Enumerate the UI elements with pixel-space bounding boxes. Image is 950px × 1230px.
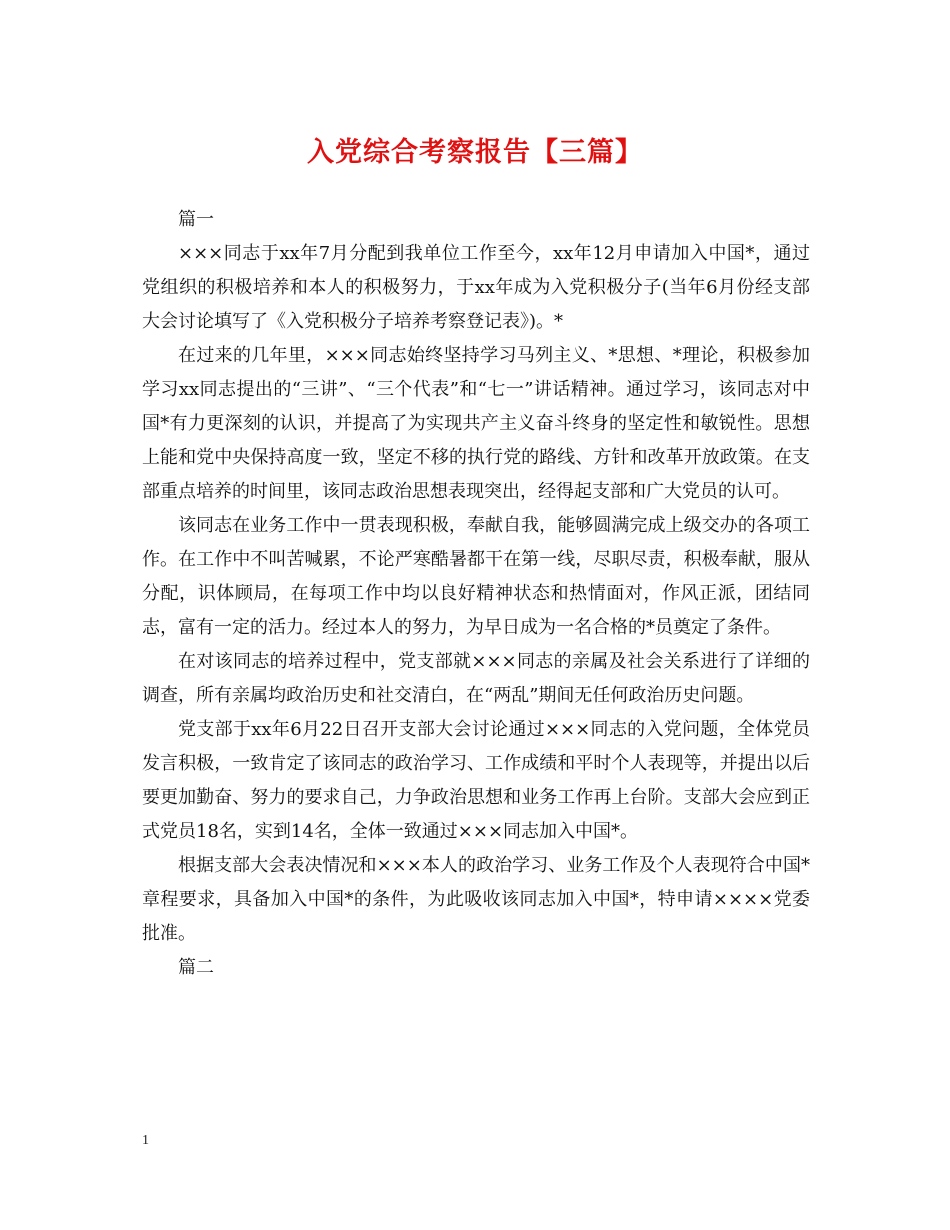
paragraph: 在对该同志的培养过程中，党支部就×××同志的亲属及社会关系进行了详细的调查，所有亲属均政治历史和社交清白，在“两乱”期间无任何政治历史问题。 — [142, 651, 810, 706]
paragraph: 根据支部大会表决情况和×××本人的政治学习、业务工作及个人表现符合中国*章程要求，具备加入中国*的条件，为此吸收该同志加入中国*，特申请××××党委批准。 — [142, 855, 810, 944]
section-heading-1: 篇一 — [178, 209, 214, 230]
paragraph: 该同志在业务工作中一贯表现积极，奉献自我，能够圆满完成上级交办的各项工作。在工作中不叫苦喊累，不论严寒酷暑都干在第一线，尽职尽责，积极奉献，服从分配，识体顾局，在每项工作中均以良好精神状态和热情面对，作风正派，团结同志，富有一定的活力。经过本人的努力，为早日成为一名合格的*员奠定了条件。 — [142, 515, 810, 638]
document-body — [142, 203, 810, 985]
paragraph: ×××同志于xx年7月分配到我单位工作至今，xx年12月申请加入中国*，通过党组织的积极培养和本人的积极努力，于xx年成为入党积极分子(当年6月份经支部大会讨论填写了《入党积极分子培养考察登记表》)。* — [142, 243, 810, 332]
paragraph: 党支部于xx年6月22日召开支部大会讨论通过×××同志的入党问题，全体党员发言积极，一致肯定了该同志的政治学习、工作成绩和平时个人表现等，并提出以后要更加勤奋、努力的要求自己，力争政治思想和业务工作再上台阶。支部大会应到正式党员18名，实到14名，全体一致通过×××同志加入中国*。 — [142, 719, 810, 842]
section-heading-2: 篇二 — [178, 957, 214, 978]
page-number: 1 — [142, 1133, 149, 1148]
paragraph: 在过来的几年里，×××同志始终坚持学习马列主义、*思想、*理论，积极参加学习xx同志提出的“三讲”、“三个代表”和“七一”讲话精神。通过学习，该同志对中国*有力更深刻的认识，并提高了为实现共产主义奋斗终身的坚定性和敏锐性。思想上能和党中央保持高度一致，坚定不移的执行党的路线、方针和改革开放政策。在支部重点培养的时间里，该同志政治思想表现突出，经得起支部和广大党员的认可。 — [142, 345, 810, 502]
document-title: 入党综合考察报告【三篇】 — [307, 137, 643, 168]
